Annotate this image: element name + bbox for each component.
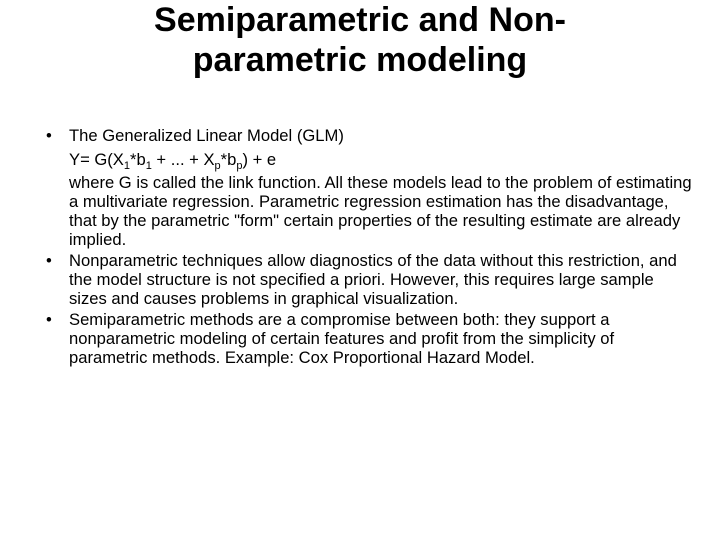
bullet-nonparametric — [46, 251, 692, 308]
bullet-text: Nonparametric techniques allow diagnostics of the data without this restriction, and the model structure is not specified a priori. However, this requires large sample sizes and causes problems in graphical visualization. — [69, 251, 677, 308]
formula-part: Y= G(X — [69, 150, 124, 169]
bullet-heading: The Generalized Linear Model (GLM) — [69, 126, 344, 145]
formula-part: *b — [130, 150, 146, 169]
slide-title-line-2: parametric modeling — [192, 41, 528, 79]
formula-subscript: 1 — [145, 160, 152, 172]
bullet-marker: • — [46, 251, 52, 270]
bullet-text: Semiparametric methods are a compromise between both: they support a nonparametric modeling of certain features and profit from the simplicity of parametric methods. Example: Cox Proportional Hazard Model. — [69, 310, 615, 367]
bullet-marker: • — [46, 310, 52, 329]
glm-formula — [69, 150, 692, 172]
slide-title — [40, 0, 680, 80]
bullet-glm — [46, 126, 692, 249]
bullet-marker: • — [46, 126, 52, 145]
slide-title-line-1: Semiparametric and Non- — [154, 1, 566, 39]
bullet-text: where G is called the link function. All these models lead to the problem of estimating a multivariate regression. Parametric regression estimation has the disadvantage, that by the parametric "form" certain properties of the resulting estimate are already implied. — [69, 173, 692, 249]
slide-body — [46, 126, 692, 369]
bullet-semiparametric — [46, 310, 692, 367]
formula-part: *b — [220, 150, 237, 169]
formula-subscript: p — [236, 160, 243, 172]
formula-subscript: 1 — [123, 160, 130, 172]
formula-part: ) + e — [242, 150, 277, 169]
formula-subscript: p — [214, 160, 221, 172]
formula-part: + ... + X — [151, 150, 215, 169]
